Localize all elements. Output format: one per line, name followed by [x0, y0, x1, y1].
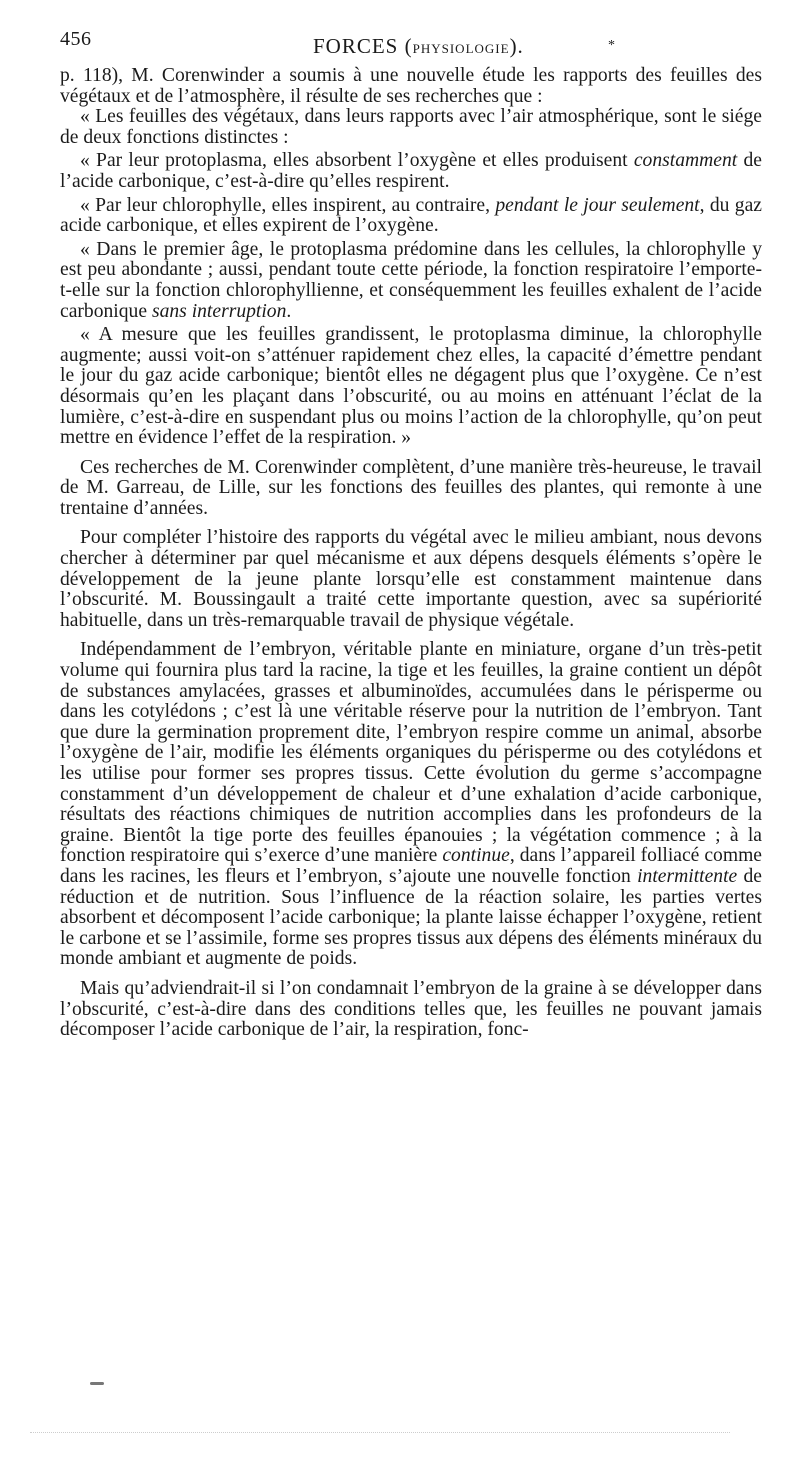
page-number: 456: [60, 28, 92, 50]
running-title-subject: PHYSIOLOGIE: [412, 41, 510, 56]
paragraph-2: [60, 107, 762, 148]
paragraph-text: Pour compléter l’histoire des rapports du végétal avec le milieu ambiant, nous devons chercher à déterminer par quel mécanisme et aux dépens desquels éléments s’opère le développement de la jeune plante lorsqu’elle est constamment maintenue dans l’obscurité. M. Boussingault a traité cette importante question, avec sa supériorité habituelle, dans un très-remarquable travail de physique végétale.: [60, 527, 762, 631]
paragraph-text: .: [286, 300, 292, 322]
paragraph-text: de l’acide carbonique, c’est-à-dire qu’elles respirent.: [60, 150, 762, 192]
paragraph-text: « Par leur protoplasma, elles absorbent l’oxygène et elles produisent: [80, 150, 634, 172]
paragraph-1: [60, 66, 762, 107]
paragraph-6: [60, 325, 762, 449]
paragraph-text: Indépendamment de l’embryon, véritable plante en miniature, organe d’un très-petit volume qui fournira plus tard la racine, la tige et les feuilles, la graine contient un dépôt de substances amylacées, grasses et albuminoïdes, accumulées dans le périsperme ou dans les cotylédons ; c’est là une véritable réserve pour la nutrition de l’embryon. Tant que dure la germination proprement dite, l’embryon respire comme un animal, absorbe l’oxygène de l’air, modifie les éléments organiques du périsperme ou des cotylédons et les utilise pour former ses propres tissus. Cette évolution du germe s’accompagne constamment d’un développement de chaleur et d’une exhalation d’acide carbonique, résultats des réactions chimiques de nutrition accomplies dans les profondeurs de la graine. Bientôt la tige porte des feuilles épanouies ; la végétation commence ; à la fonction respiratoire qui s’exerce d’une manière: [60, 639, 762, 867]
paragraph-8: [60, 528, 762, 631]
paragraph-text: Mais qu’adviendrait-il si l’on condamnait l’embryon de la graine à se développer dans l’obscurité, c’est-à-dire dans des conditions telles que, les feuilles ne pouvant jamais décomposer l’acide carbonique de l’air, la respiration, fonc-: [60, 977, 762, 1041]
body-text: [60, 66, 762, 1041]
running-title-main: FORCES (: [313, 34, 413, 58]
paragraph-text: Ces recherches de M. Corenwinder complètent, d’une manière très-heureuse, le travail de M. Garreau, de Lille, sur les fonctions des feuilles des plantes, qui remonte à une trentaine d’années.: [60, 456, 762, 519]
paragraph-text: « Dans le premier âge, le protoplasma prédomine dans les cellules, la chlorophylle y est peu abondante ; aussi, pendant toute cette période, la fonction respiratoire l’emporte-t-elle sur la fonction chlorophyllienne, et conséquemment les feuilles exhalent de l’acide carbonique: [60, 238, 762, 322]
paragraph-5: [60, 240, 762, 322]
paragraph-italic: sans interruption: [151, 300, 287, 322]
paragraph-italic: pendant le jour seulement: [495, 194, 700, 216]
page-header: [60, 22, 760, 62]
bottom-edge-marks: [30, 1432, 730, 1439]
paragraph-text: p. 118), M. Corenwinder a soumis à une nouvelle étude les rapports des feuilles des végétaux et de l’atmosphère, il résulte de ses recherches que :: [60, 65, 762, 107]
paragraph-text: , dans l’appareil folliacé comme dans les racines, les fleurs et l’embryon, s’ajoute une nouvelle fonction: [60, 845, 763, 887]
running-title: [313, 34, 524, 59]
paragraph-text: , du gaz acide carbonique, et elles expirent de l’oxygène.: [60, 194, 762, 237]
ink-speck: [90, 1382, 104, 1385]
paragraph-italic: continue: [442, 845, 510, 867]
paragraph-9: [60, 640, 762, 970]
paragraph-4: [60, 196, 762, 237]
paragraph-text: de réduction et de nutrition. Sous l’influence de la réaction solaire, les parties vertes absorbent et décomposent l’acide carbonique; la plante laisse échapper l’oxygène, retient le carbone et se l’assimile, forme ses propres tissus aux dépens des éléments minéraux du monde ambiant et augmente de poids.: [60, 865, 762, 970]
paragraph-3: [60, 151, 762, 192]
paragraph-10: [60, 979, 762, 1041]
paragraph-italic: constamment: [633, 150, 738, 172]
paragraph-italic: intermittente: [637, 865, 738, 887]
paragraph-text: « Les feuilles des végétaux, dans leurs rapports avec l’air atmosphérique, sont le siége de deux fonctions distinctes :: [60, 106, 762, 148]
paragraph-7: [60, 458, 762, 520]
paragraph-text: « Par leur chlorophylle, elles inspirent, au contraire,: [80, 194, 496, 216]
header-mark: *: [608, 38, 615, 53]
paragraph-text: « A mesure que les feuilles grandissent, le protoplasma diminue, la chlorophylle augmente; aussi voit-on s’atténuer rapidement chez elles, la capacité d’émettre pendant le jour du gaz acide carbonique; bientôt elles ne dégagent plus que l’oxygène. Ce n’est désormais qu’en les plaçant dans l’obscurité, ou au moins en atténuant l’éclat de la lumière, c’est-à-dire en suspendant plus ou moins l’action de la chlorophylle, qu’on peut mettre en évidence l’effet de la respiration. »: [60, 324, 762, 449]
running-title-end: ).: [509, 34, 524, 58]
